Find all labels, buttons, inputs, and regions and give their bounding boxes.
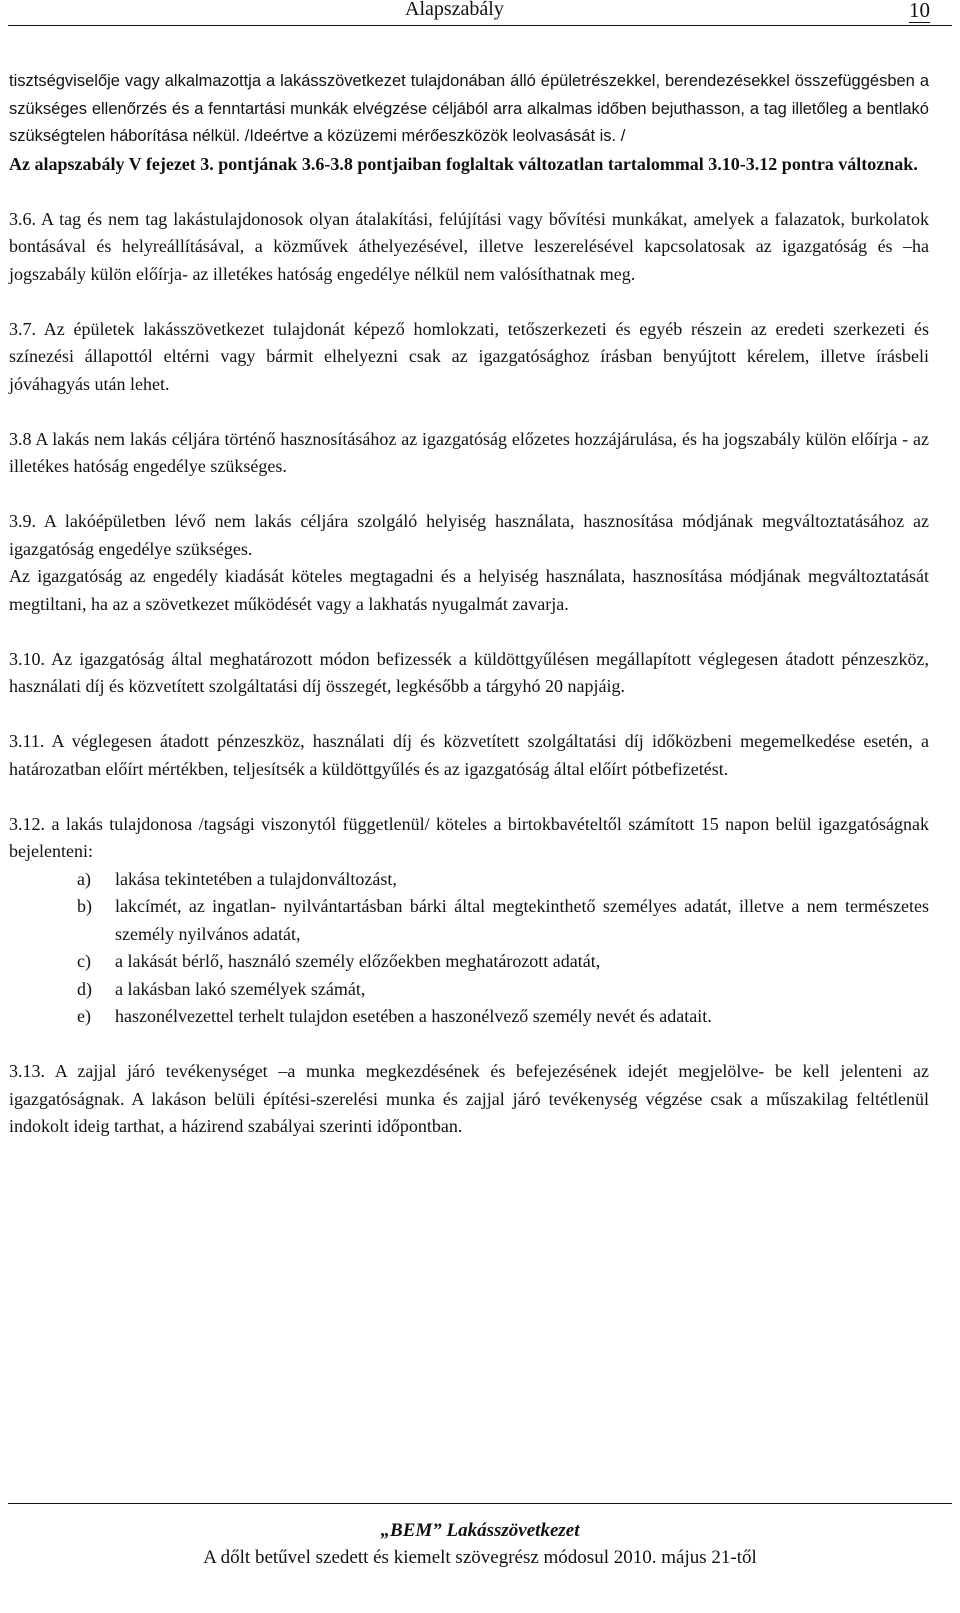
list-item [9,1003,929,1031]
list-item-text: haszonélvezettel terhelt tulajdon esetében a haszonélvező személy nevét és adatait. [115,1006,712,1026]
page-number: 10 [909,0,930,22]
list-item-text: a lakásban lakó személyek számát, [115,978,366,999]
list-item [9,948,929,976]
paragraph-3-9-continued: Az igazgatóság az engedély kiadását köteles megtagadni és a helyiség használata, hasznosítása módjának megváltoztatását megtiltani, ha az a szövetkezet működését vagy a lakhatás nyugalmát zavarja. [9,566,929,614]
footer-rule [8,1503,952,1504]
footer-note: A dőlt betűvel szedett és kiemelt szövegrész módosul 2010. május 21-től [203,1547,757,1568]
list-marker: a) [77,868,91,889]
list-item [9,976,929,1004]
list-marker: e) [77,1006,91,1026]
paragraph-intro: tisztségviselője vagy alkalmazottja a lakásszövetkezet tulajdonában álló épületrészekkel, berendezésekkel összefüggésben a szükséges ellenőrzés és a fenntartási munkák elvégzése céljából arra alkalmas időben bejuthasson, a tag illetőleg a bentlakó szükségtelen háborítása nélkül. /Ideértve a közüzemi mérőeszközök leolvasását is. / [9,72,929,145]
paragraph-3-13: 3.13. A zajjal járó tevékenységet –a munka megkezdésének és befejezésének idejét megjelölve- be kell jelenteni az igazgatóságnak. A lakáson belüli építési-szerelési munka és zajjal járó tevékenység végzése csak a műszakilag feltétlenül indokolt ideig tarthat, a házirend szabályai szerinti időpontban. [9,1061,929,1136]
paragraph-3-8: 3.8 A lakás nem lakás céljára történő hasznosításához az igazgatóság előzetes hozzájárulása, és ha jogszabály külön előírja - az illetékes hatóság engedélye szükséges. [9,428,929,476]
list-item [9,893,929,948]
document-body [9,68,929,1141]
page-header [8,0,952,28]
amendment-note: Az alapszabály V fejezet 3. pontjának 3.6-3.8 pontjaiban foglaltak változatlan tartalommal 3.10-3.12 pontra változnak. [9,153,918,174]
paragraph-3-9: 3.9. A lakóépületben lévő nem lakás céljára szolgáló helyiség használata, hasznosítása módjának megváltoztatásához az igazgatóság engedélye szükséges. [9,511,929,559]
list-item-text: lakcímét, az ingatlan- nyilvántartásban bárki által megtekinthető személyes adatát, illetve a nem természetes személy nyilvános adatát, [115,896,929,944]
list-marker: d) [77,978,92,999]
paragraph-3-7: 3.7. Az épületek lakásszövetkezet tulajdonát képező homlokzati, tetőszerkezeti és egyéb részein az eredeti szerkezeti és színezési állapottól eltérni vagy bármit elhelyezni csak az igazgatósághoz írásban benyújtott kérelem, illetve írásbeli jóváhagyás után lehet. [9,318,929,394]
list-item-text: a lakását bérlő, használó személy előzőekben meghatározott adatát, [115,951,601,971]
footer-brand: „BEM” Lakásszövetkezet [380,1520,580,1541]
paragraph-3-6: 3.6. A tag és nem tag lakástulajdonosok olyan átalakítási, felújítási vagy bővítési munkákat, amelyek a falazatok, burkolatok bontásával és helyreállításával, a közművek áthelyezésével, illetve leszerelésével kapcsolatosak az igazgatóság és –ha jogszabály külön előírja- az illetékes hatóság engedélye nélkül nem valósíthatnak meg. [9,208,929,284]
header-title: Alapszabály [405,0,504,20]
header-rule [8,25,952,26]
list-marker: b) [77,896,92,916]
list-3-12 [9,866,929,1031]
list-marker: c) [77,951,91,971]
paragraph-3-12: 3.12. a lakás tulajdonosa /tagsági viszonytól függetlenül/ köteles a birtokbavételtől számított 15 napon belül igazgatóságnak bejelenteni: [9,813,929,861]
paragraph-3-11: 3.11. A véglegesen átadott pénzeszköz, használati díj és közvetített szolgáltatási díj időközbeni megemelkedése esetén, a határozatban előírt mértékben, teljesítsék a küldöttgyűlés és az igazgatóság által előírt pótbefizetést. [9,731,929,779]
list-item-text: lakása tekintetében a tulajdonváltozást, [115,868,397,889]
paragraph-3-10: 3.10. Az igazgatóság által meghatározott módon befizessék a küldöttgyűlésen megállapított véglegesen átadott pénzeszköz, használati díj és közvetített szolgáltatási díj összegét, legkésőbb a tárgyhó 20 napjáig. [9,648,929,696]
page-footer [8,1503,952,1568]
list-item [9,866,929,894]
